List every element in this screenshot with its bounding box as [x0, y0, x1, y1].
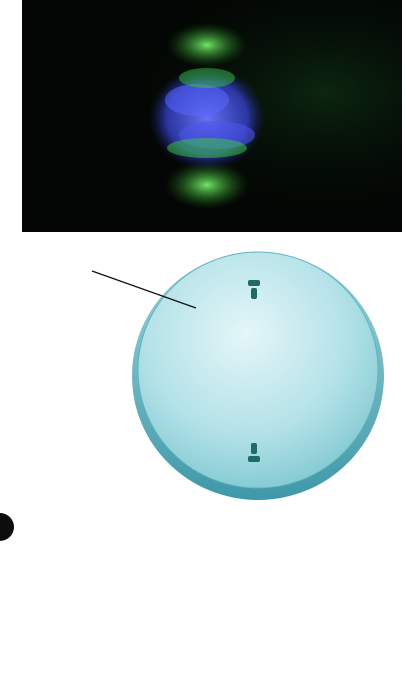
anaphase-cell-diagram	[0, 236, 406, 508]
cell-body	[138, 252, 378, 488]
micrograph-image	[22, 0, 402, 232]
step-number-badge	[0, 513, 14, 541]
